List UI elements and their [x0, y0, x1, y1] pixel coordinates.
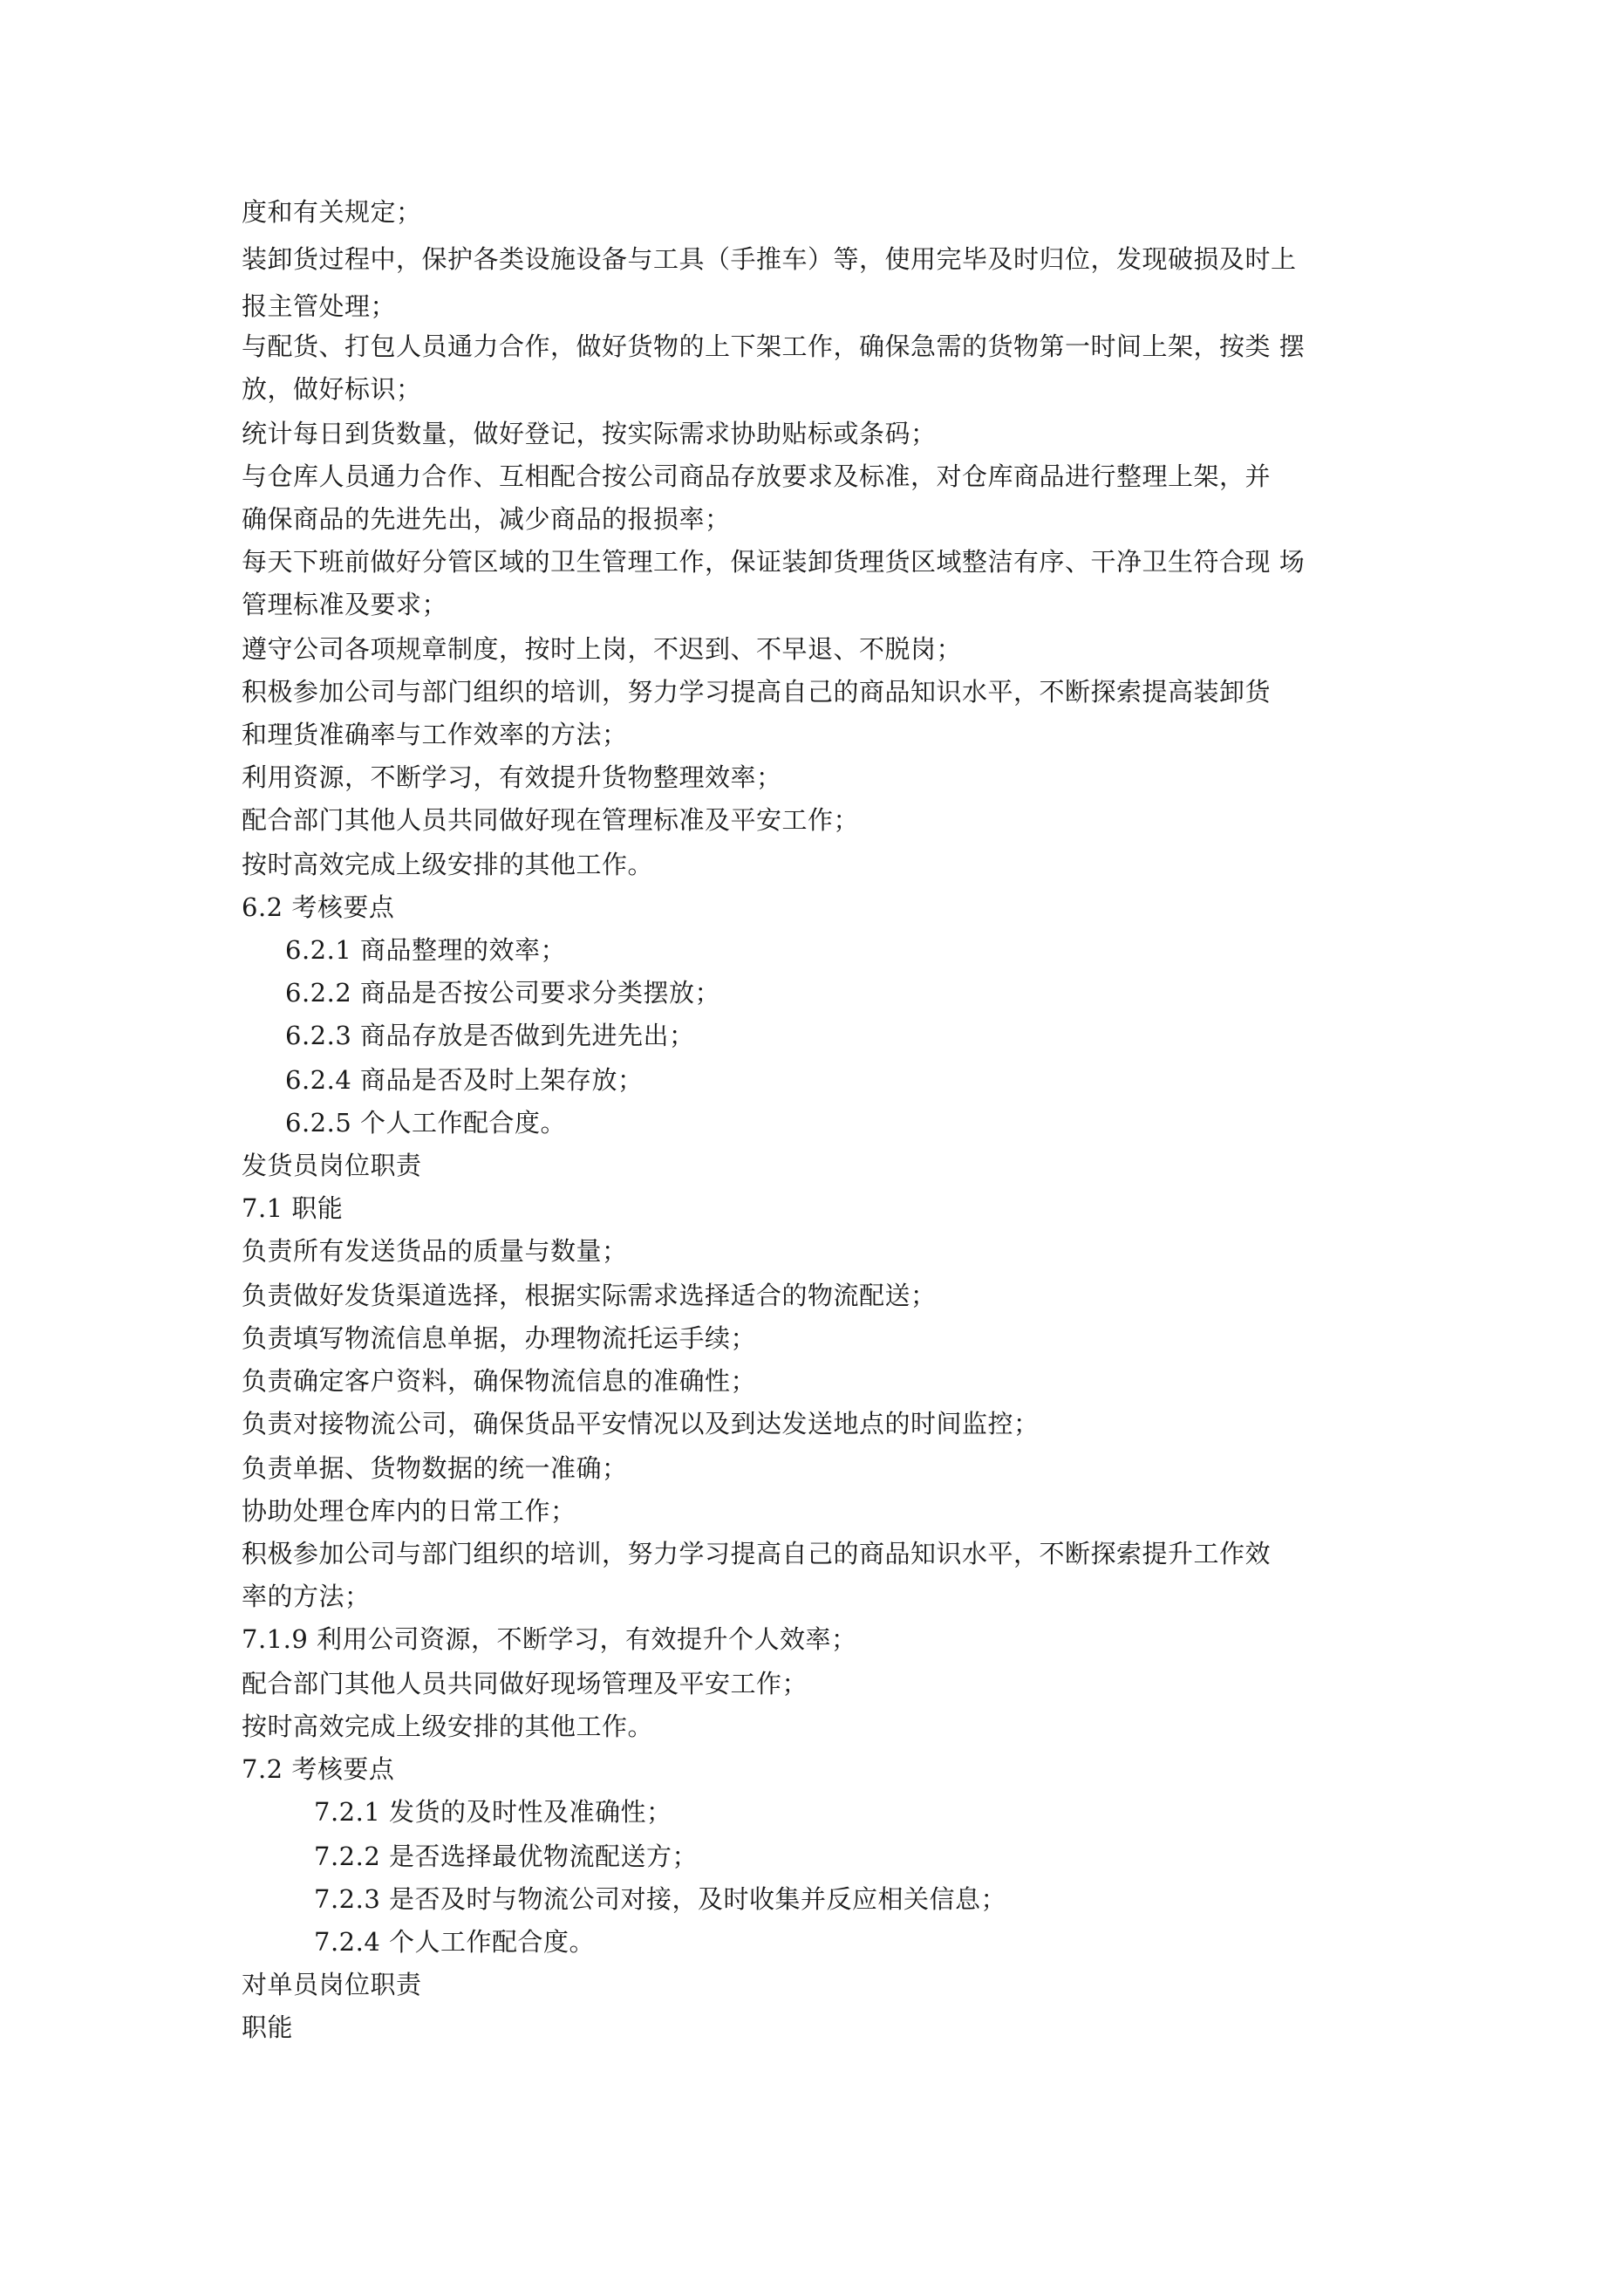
text-line: 与配货、打包人员通力合作，做好货物的上下架工作，确保急需的货物第一时间上架，按类 摆	[242, 331, 1306, 361]
text-line: 每天下班前做好分管区域的卫生管理工作，保证装卸货理货区域整洁有序、干净卫生符合现 场	[242, 547, 1306, 577]
list-item: 6.2.1 商品整理的效率；	[285, 935, 567, 965]
text-line: 负责单据、货物数据的统一准确；	[242, 1453, 628, 1483]
text-line: 放，做好标识；	[242, 374, 422, 404]
text-line: 积极参加公司与部门组织的培训，努力学习提高自己的商品知识水平，不断探索提高装卸货	[242, 677, 1272, 707]
section-heading: 发货员岗位职责	[242, 1151, 422, 1180]
text-line: 配合部门其他人员共同做好现在管理标准及平安工作；	[242, 805, 860, 835]
text-line: 配合部门其他人员共同做好现场管理及平安工作；	[242, 1669, 808, 1698]
list-item: 7.2.1 发货的及时性及准确性；	[314, 1797, 672, 1827]
section-heading: 对单员岗位职责	[242, 1970, 422, 1999]
text-line: 负责所有发送货品的质量与数量；	[242, 1236, 628, 1266]
text-line: 负责做好发货渠道选择，根据实际需求选择适合的物流配送；	[242, 1281, 937, 1310]
text-line: 遵守公司各项规章制度，按时上岗，不迟到、不早退、不脱岗；	[242, 634, 963, 664]
text-line: 按时高效完成上级安排的其他工作。	[242, 1712, 654, 1741]
text-line: 利用资源，不断学习，有效提升货物整理效率；	[242, 762, 782, 792]
text-line: 统计每日到货数量，做好登记，按实际需求协助贴标或条码；	[242, 419, 937, 448]
text-line: 按时高效完成上级安排的其他工作。	[242, 850, 654, 879]
list-item: 7.2.4 个人工作配合度。	[314, 1927, 596, 1957]
text-line: 协助处理仓库内的日常工作；	[242, 1496, 576, 1526]
text-line: 负责对接物流公司，确保货品平安情况以及到达发送地点的时间监控；	[242, 1409, 1040, 1438]
text-line: 确保商品的先进先出，减少商品的报损率；	[242, 504, 731, 534]
list-item: 6.2.4 商品是否及时上架存放；	[285, 1065, 644, 1095]
list-item: 6.2.2 商品是否按公司要求分类摆放；	[285, 978, 721, 1008]
list-item: 6.2.5 个人工作配合度。	[285, 1108, 567, 1138]
section-heading: 6.2 考核要点	[242, 892, 395, 922]
section-heading: 7.2 考核要点	[242, 1754, 395, 1784]
list-item: 7.2.2 是否选择最优物流配送方；	[314, 1842, 699, 1871]
text-line: 7.1.9 利用公司资源，不断学习，有效提升个人效率；	[242, 1624, 857, 1654]
list-item: 7.2.3 是否及时与物流公司对接，及时收集并反应相关信息；	[314, 1884, 1007, 1914]
text-line: 装卸货过程中，保护各类设施设备与工具（手推车）等，使用完毕及时归位，发现破损及时上	[242, 244, 1297, 274]
text-line: 负责确定客户资料，确保物流信息的准确性；	[242, 1366, 757, 1396]
text-line: 和理货准确率与工作效率的方法；	[242, 720, 628, 749]
text-line: 与仓库人员通力合作、互相配合按公司商品存放要求及标准，对仓库商品进行整理上架，并	[242, 461, 1272, 491]
section-heading: 职能	[242, 2012, 294, 2042]
text-line: 管理标准及要求；	[242, 590, 448, 619]
text-line: 负责填写物流信息单据，办理物流托运手续；	[242, 1323, 757, 1353]
text-line: 率的方法；	[242, 1582, 371, 1611]
text-line: 积极参加公司与部门组织的培训，努力学习提高自己的商品知识水平，不断探索提升工作效	[242, 1539, 1272, 1568]
list-item: 6.2.3 商品存放是否做到先进先出；	[285, 1021, 695, 1050]
text-line: 度和有关规定；	[242, 197, 422, 227]
text-line: 报主管处理；	[242, 291, 397, 321]
section-heading: 7.1 职能	[242, 1193, 344, 1223]
